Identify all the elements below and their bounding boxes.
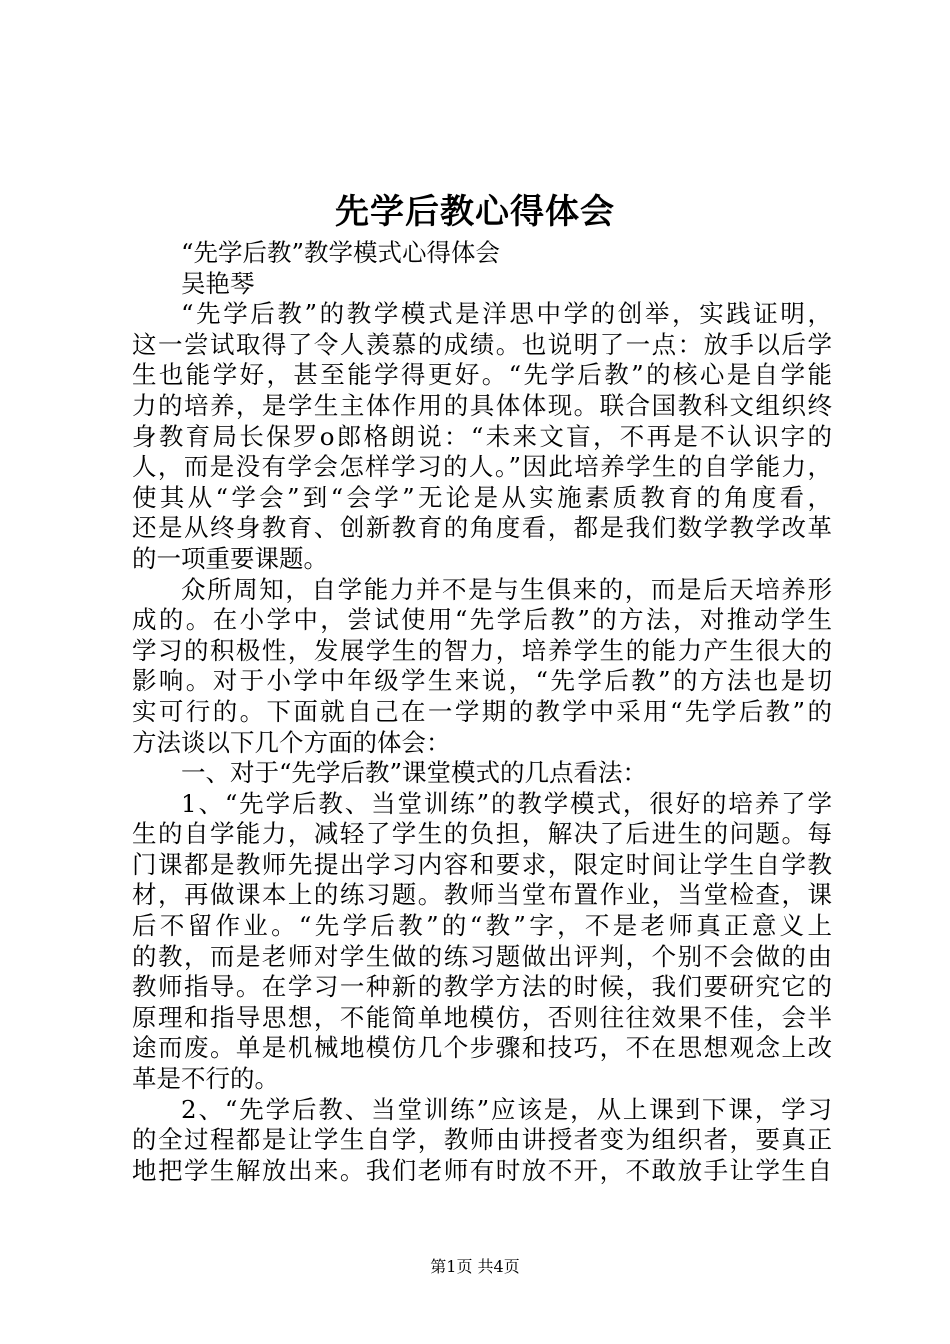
text-line: 的教，而是老师对学生做的练习题做出评判，个别不会做的由: [132, 941, 832, 971]
text-line: 人，而是没有学会怎样学习的人。”因此培养学生的自学能力，: [132, 452, 832, 482]
text-line: 教师指导。在学习一种新的教学方法的时候，我们要研究它的: [132, 972, 832, 1002]
text-line: 影响。对于小学中年级学生来说，“先学后教”的方法也是切: [132, 666, 832, 696]
text-line: 使其从“学会”到“会学”无论是从实施素质教育的角度看，: [132, 482, 832, 512]
text-line: 途而废。单是机械地模仿几个步骤和技巧，不在思想观念上改: [132, 1033, 832, 1063]
text-line: 众所周知，自学能力并不是与生俱来的，而是后天培养形: [181, 574, 832, 604]
text-line: 实可行的。下面就自己在一学期的教学中采用“先学后教”的: [132, 696, 832, 726]
text-line: 成的。在小学中，尝试使用“先学后教”的方法，对推动学生: [132, 605, 832, 635]
text-line: 2、“先学后教、当堂训练”应该是，从上课到下课，学习: [181, 1094, 832, 1124]
text-line: 还是从终身教育、创新教育的角度看，都是我们数学教学改革: [132, 513, 832, 543]
text-line: 革是不行的。: [132, 1064, 279, 1094]
document-title: 先学后教心得体会: [335, 192, 615, 232]
text-line: 材，再做课本上的练习题。教师当堂布置作业，当堂检查，课: [132, 880, 832, 910]
text-line: 身教育局长保罗o郎格朗说：“未来文盲，不再是不认识字的: [132, 421, 832, 451]
text-line: “先学后教”教学模式心得体会: [181, 238, 501, 267]
text-line: 一、对于“先学后教”课堂模式的几点看法：: [181, 758, 648, 788]
text-line: “先学后教”的教学模式是洋思中学的创举，实践证明，: [181, 299, 832, 329]
text-line: 方法谈以下几个方面的体会：: [132, 727, 451, 757]
text-line: 生也能学好，甚至能学得更好。“先学后教”的核心是自学能: [132, 360, 832, 390]
text-line: 门课都是教师先提出学习内容和要求，限定时间让学生自学教: [132, 849, 832, 879]
text-line: 学习的积极性，发展学生的智力，培养学生的能力产生很大的: [132, 635, 832, 665]
text-line: 吴艳琴: [181, 268, 255, 298]
text-line: 原理和指导思想，不能简单地模仿，否则往往效果不佳，会半: [132, 1002, 832, 1032]
document-body: [132, 238, 832, 1186]
text-line: 的全过程都是让学生自学，教师由讲授者变为组织者，要真正: [132, 1125, 832, 1155]
text-line: 地把学生解放出来。我们老师有时放不开，不敢放手让学生自: [132, 1155, 832, 1185]
page-footer: 第1页 共4页: [430, 1257, 520, 1276]
text-line: 1、“先学后教、当堂训练”的教学模式，很好的培养了学: [181, 788, 832, 818]
text-line: 这一尝试取得了令人羡慕的成绩。也说明了一点：放手以后学: [132, 329, 832, 359]
text-line: 后不留作业。“先学后教”的“教”字，不是老师真正意义上: [132, 911, 832, 941]
text-line: 的一项重要课题。: [132, 543, 328, 573]
text-line: 力的培养，是学生主体作用的具体体现。联合国教科文组织终: [132, 390, 832, 420]
text-line: 生的自学能力，减轻了学生的负担，解决了后进生的问题。每: [132, 819, 832, 849]
